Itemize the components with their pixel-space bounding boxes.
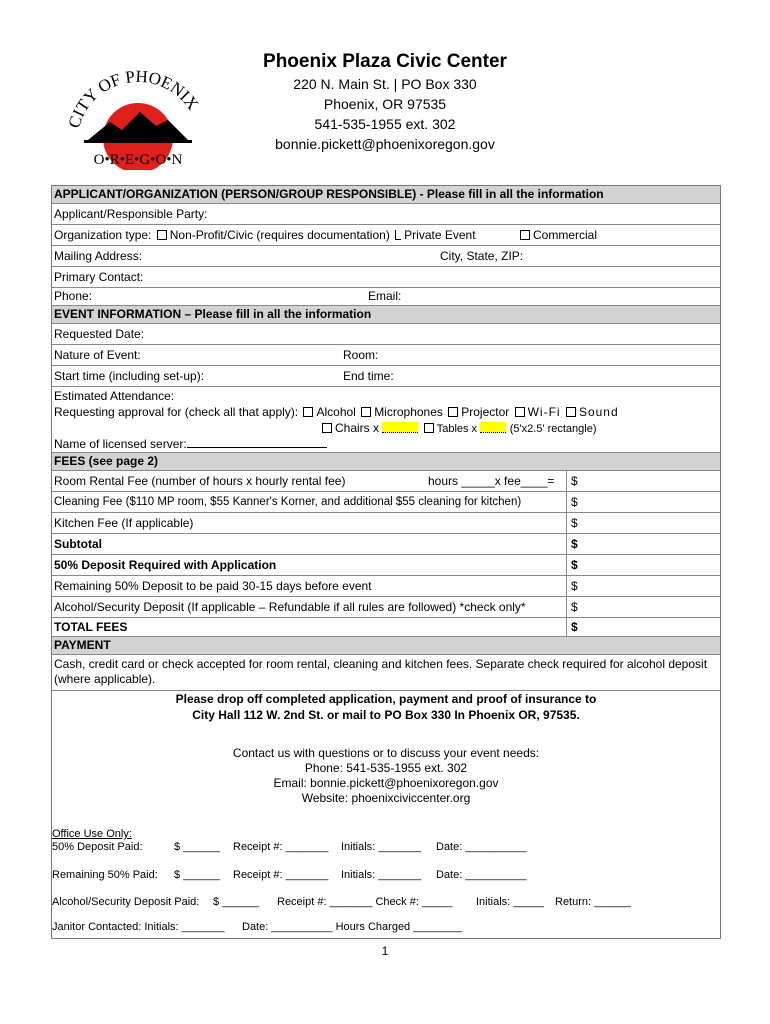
end-time-label: End time: (343, 369, 394, 383)
tables-note: (5'x2.5' rectangle) (509, 423, 597, 435)
commercial-checkbox[interactable] (520, 230, 530, 240)
payment-heading: PAYMENT (52, 637, 720, 655)
submission-instructions (52, 692, 720, 806)
fee-row-total (52, 618, 720, 637)
remaining-date[interactable]: Date: __________ (436, 869, 527, 881)
fee-label: Subtotal (54, 537, 102, 551)
payment-text: Cash, credit card or check accepted for room rental, cleaning and kitchen fees. Separate check required for alcohol deposit (where applicable). (52, 655, 720, 691)
alcohol-checkbox[interactable] (303, 407, 313, 417)
fee-label: 50% Deposit Required with Application (54, 558, 277, 572)
fee-label: Remaining 50% Deposit to be paid 30-15 days before event (54, 579, 372, 593)
mailing-address-label: Mailing Address: (54, 249, 143, 263)
contact-phone: Phone: 541-535-1955 ext. 302 (304, 761, 468, 775)
chairs-checkbox[interactable] (322, 423, 332, 433)
fee-row-subtotal (52, 534, 720, 555)
contact-intro: Contact us with questions or to discuss your event needs: (232, 746, 540, 760)
fee-row-cleaning (52, 492, 720, 513)
alcohol-return[interactable]: Return: ______ (555, 896, 631, 908)
requested-date-label: Requested Date: (54, 327, 145, 341)
deposit-paid-amount[interactable]: $ ______ (174, 841, 220, 853)
drop-off-line-1: Please drop off completed application, payment and proof of insurance to (175, 692, 597, 706)
event-heading: EVENT INFORMATION – Please fill in all the information (52, 306, 720, 324)
remaining-paid-amount[interactable]: $ ______ (174, 869, 220, 881)
phone-label: Phone: (54, 289, 93, 303)
contact-block (52, 746, 720, 806)
nature-label: Nature of Event: (54, 348, 141, 362)
org-address1: 220 N. Main St. | PO Box 330 (293, 76, 477, 92)
sound-checkbox[interactable] (566, 407, 576, 417)
room-label: Room: (343, 348, 379, 362)
org-type-row (52, 225, 720, 246)
wifi-checkbox[interactable] (515, 407, 525, 417)
applicant-heading: APPLICANT/ORGANIZATION (PERSON/GROUP RESPONSIBLE) - Please fill in all the information (52, 186, 720, 204)
mailing-address-field[interactable] (52, 246, 720, 267)
start-time-label: Start time (including set-up): (54, 369, 205, 383)
private-event-label: Private Event (404, 228, 476, 242)
org-type-label: Organization type: (54, 228, 152, 242)
contact-email: Email: bonnie.pickett@phoenixoregon.gov (273, 776, 499, 790)
nature-room-row[interactable] (52, 345, 720, 366)
logo-arc-text: CITY OF PHOENIX (64, 66, 203, 131)
wifi-label: Wi-Fi (527, 405, 561, 419)
deposit-receipt[interactable]: Receipt #: _______ (233, 841, 329, 853)
private-event-checkbox[interactable] (395, 230, 401, 240)
tables-count-field[interactable] (480, 422, 506, 433)
fee-amount-field[interactable]: $ (566, 576, 722, 596)
commercial-label: Commercial (533, 228, 598, 242)
approval-label: Requesting approval for (check all that apply): (54, 405, 299, 419)
fee-label: Room Rental Fee (number of hours x hourly rental fee) (54, 474, 346, 488)
alcohol-receipt-check[interactable]: Receipt #: _______ Check #: _____ (277, 896, 453, 908)
sound-label: Sound (578, 405, 619, 419)
fees-heading: FEES (see page 2) (52, 453, 720, 471)
page-number: 1 (381, 944, 389, 958)
nonprofit-checkbox[interactable] (157, 230, 167, 240)
fee-row-deposit (52, 555, 720, 576)
fee-label: Cleaning Fee ($110 MP room, $55 Kanner's Korner, and additional $55 cleaning for kitchen) (54, 496, 522, 508)
remaining-paid-label: Remaining 50% Paid: (52, 869, 158, 881)
licensed-server-label: Name of licensed server: (54, 437, 187, 451)
alcohol-deposit-label: Alcohol/Security Deposit Paid: (52, 896, 200, 908)
microphones-checkbox[interactable] (361, 407, 371, 417)
header (0, 40, 770, 170)
responsible-party-label: Applicant/Responsible Party: (54, 207, 208, 221)
licensed-server-line[interactable] (187, 438, 327, 448)
hours-fee-formula[interactable]: hours _____x fee____= (428, 474, 555, 488)
fee-amount-field[interactable]: $ (566, 597, 722, 617)
chairs-count-field[interactable] (382, 422, 418, 433)
fee-amount-field[interactable]: $ (566, 618, 722, 636)
org-phone: 541-535-1955 ext. 302 (314, 116, 456, 132)
remaining-initials[interactable]: Initials: _______ (341, 869, 422, 881)
fee-row-alcohol-deposit (52, 597, 720, 618)
deposit-initials[interactable]: Initials: _______ (341, 841, 422, 853)
fee-row-remaining (52, 576, 720, 597)
remaining-receipt[interactable]: Receipt #: _______ (233, 869, 329, 881)
time-row[interactable] (52, 366, 720, 387)
chairs-label: Chairs x (335, 421, 380, 435)
projector-checkbox[interactable] (448, 407, 458, 417)
office-use-title: Office Use Only: (52, 828, 132, 840)
fee-amount-field[interactable]: $ (566, 471, 722, 491)
projector-label: Projector (461, 405, 510, 419)
alcohol-label: Alcohol (316, 405, 356, 419)
janitor-row (52, 920, 720, 938)
janitor-date-hours[interactable]: Date: __________ Hours Charged ________ (242, 921, 463, 933)
approval-row-2 (52, 421, 720, 437)
fee-amount-field[interactable]: $ (566, 513, 722, 533)
org-email: bonnie.pickett@phoenixoregon.gov (275, 136, 495, 152)
logo-oregon-text: O•R•E•G•O•N (93, 152, 183, 168)
fee-row-kitchen (52, 513, 720, 534)
fee-row-room-rental (52, 471, 720, 492)
office-use-section (52, 806, 720, 920)
fee-label: Kitchen Fee (If applicable) (54, 516, 194, 530)
primary-contact-label: Primary Contact: (54, 270, 144, 284)
licensed-server-row[interactable] (52, 437, 720, 453)
tables-checkbox[interactable] (424, 423, 434, 433)
alcohol-initials[interactable]: Initials: _____ (476, 896, 544, 908)
fee-amount-field[interactable]: $ (566, 492, 722, 512)
tables-label: Tables x (436, 423, 478, 435)
fee-amount-field[interactable]: $ (566, 534, 722, 554)
fee-label: TOTAL FEES (54, 620, 128, 634)
application-form (51, 185, 721, 939)
deposit-date[interactable]: Date: __________ (436, 841, 527, 853)
organization-info (180, 50, 590, 154)
microphones-label: Microphones (374, 405, 443, 419)
fee-amount-field[interactable]: $ (566, 555, 722, 575)
org-title: Phoenix Plaza Civic Center (263, 51, 507, 72)
primary-contact-field[interactable] (52, 267, 720, 288)
org-address2: Phoenix, OR 97535 (323, 96, 447, 112)
alcohol-deposit-amount[interactable]: $ ______ (213, 896, 259, 908)
janitor-initials[interactable]: Janitor Contacted: Initials: _______ (52, 921, 225, 933)
city-state-zip-label: City, State, ZIP: (440, 249, 524, 263)
nonprofit-label: Non-Profit/Civic (requires documentation) (169, 228, 390, 242)
contact-website: Website: phoenixciviccenter.org (301, 791, 471, 805)
attendance-label: Estimated Attendance: (54, 389, 175, 403)
phone-email-row[interactable] (52, 288, 720, 306)
drop-off-line-2: City Hall 112 W. 2nd St. or mail to PO Box 330 In Phoenix OR, 97535. (192, 708, 580, 722)
approval-row-1 (52, 405, 720, 421)
attendance-field[interactable] (52, 387, 720, 405)
email-label: Email: (368, 289, 402, 303)
fee-label: Alcohol/Security Deposit (If applicable – Refundable if all rules are followed) *check only* (54, 600, 526, 614)
responsible-party-field[interactable] (52, 204, 720, 225)
deposit-paid-label: 50% Deposit Paid: (52, 841, 143, 853)
requested-date-field[interactable] (52, 324, 720, 345)
